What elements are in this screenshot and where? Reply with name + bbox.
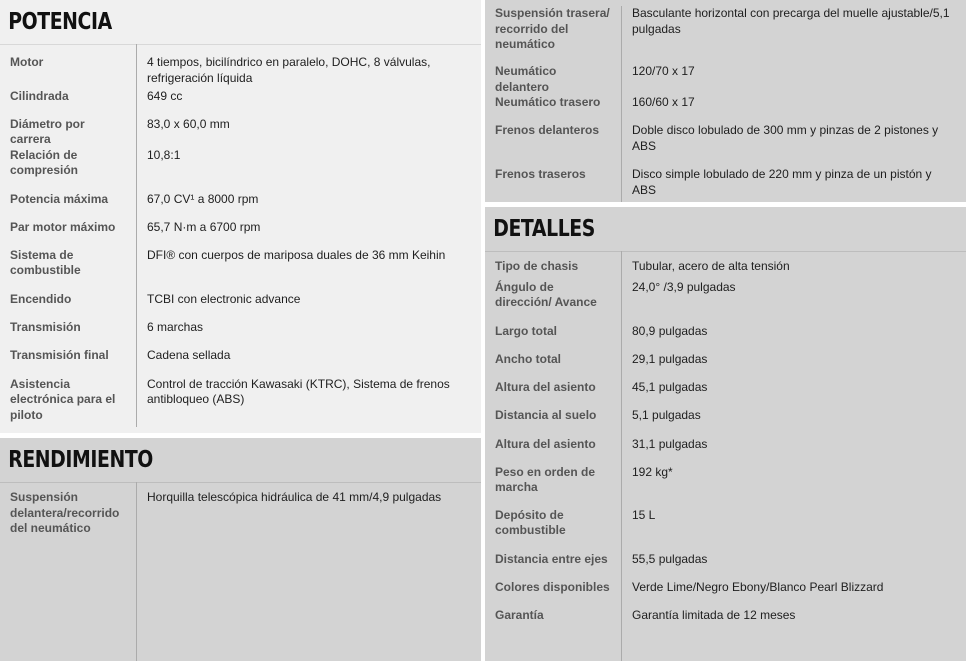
spec-label: Colores disponibles: [485, 580, 622, 608]
potencia-panel: [0, 0, 481, 433]
spec-value: Horquilla telescópica hidráulica de 41 mm/4,9 pulgadas: [147, 490, 442, 504]
spec-row: [485, 64, 966, 95]
spec-value: Doble disco lobulado de 300 mm y pinzas de 2 pistones y ABS: [632, 123, 939, 153]
spec-label: Depósito de combustible: [485, 508, 622, 552]
rendimiento-continued-spec-table: [485, 6, 966, 202]
spec-value: Control de tracción Kawasaki (KTRC), Sistema de frenos antibloqueo (ABS): [147, 376, 450, 406]
section-title-potencia: POTENCIA: [8, 9, 112, 35]
spec-row: [0, 192, 481, 220]
spec-row: [0, 320, 481, 348]
spec-row: [485, 324, 966, 352]
spec-label: Ángulo de dirección/ Avance: [485, 280, 622, 324]
spec-value: 31,1 pulgadas: [632, 436, 708, 451]
spec-value: Basculante horizontal con precarga del muelle ajustable/5,1 pulgadas: [632, 6, 950, 36]
spec-value: 55,5 pulgadas: [632, 551, 708, 566]
spec-value: 83,0 x 60,0 mm: [147, 116, 230, 131]
spec-row: [485, 465, 966, 508]
spec-value: TCBI con electronic advance: [147, 291, 301, 306]
spec-value: Tubular, acero de alta tensión: [632, 259, 790, 273]
rendimiento-spec-table: [0, 482, 481, 543]
column-divider: [621, 252, 622, 661]
spec-value: 65,7 N·m a 6700 rpm: [147, 219, 261, 234]
spec-label: Par motor máximo: [0, 220, 137, 248]
spec-label: Suspensión delantera/recorrido del neumático: [0, 483, 137, 543]
spec-row: [0, 117, 481, 148]
spec-label: Tipo de chasis: [485, 252, 622, 280]
spec-row: [485, 167, 966, 202]
spec-row: [0, 292, 481, 320]
spec-label: Asistencia electrónica para el piloto: [0, 377, 137, 427]
spec-row: [0, 148, 481, 192]
spec-row: [0, 248, 481, 292]
spec-row: [485, 352, 966, 380]
spec-value: Cadena sellada: [147, 347, 231, 362]
spec-label: Motor: [0, 45, 137, 89]
spec-label: Transmisión: [0, 320, 137, 348]
spec-row: [485, 280, 966, 324]
spec-row: [0, 348, 481, 377]
spec-label: Diámetro por carrera: [0, 117, 137, 148]
column-divider: [136, 483, 137, 661]
spec-row: [485, 437, 966, 465]
spec-label: Suspensión trasera/ recorrido del neumático: [485, 6, 622, 64]
spec-label: Transmisión final: [0, 348, 137, 377]
spec-label: Neumático trasero: [485, 95, 622, 123]
spec-value: 29,1 pulgadas: [632, 351, 708, 366]
spec-row: [0, 45, 481, 89]
spec-row: [0, 377, 481, 427]
spec-label: Peso en orden de marcha: [485, 465, 622, 508]
spec-row: [485, 608, 966, 636]
spec-value: 67,0 CV¹ a 8000 rpm: [147, 191, 259, 206]
detalles-spec-table: [485, 251, 966, 636]
spec-row: [0, 483, 481, 543]
spec-label: Potencia máxima: [0, 192, 137, 220]
section-title-rendimiento: RENDIMIENTO: [8, 447, 153, 473]
spec-row: [0, 220, 481, 248]
spec-label: Neumático delantero: [485, 64, 622, 95]
spec-row: [485, 123, 966, 167]
spec-label: Sistema de combustible: [0, 248, 137, 292]
spec-label: Garantía: [485, 608, 622, 636]
spec-label: Distancia entre ejes: [485, 552, 622, 580]
spec-row: [485, 380, 966, 408]
spec-value: 24,0° /3,9 pulgadas: [632, 279, 736, 294]
detalles-panel: [485, 207, 966, 661]
spec-row: [485, 252, 966, 280]
spec-value: 10,8:1: [147, 147, 181, 162]
spec-value: 5,1 pulgadas: [632, 407, 701, 422]
spec-value: 120/70 x 17: [632, 64, 695, 78]
spec-row: [0, 89, 481, 117]
spec-label: Relación de compresión: [0, 148, 137, 192]
spec-label: Cilindrada: [0, 89, 137, 117]
spec-value: Disco simple lobulado de 220 mm y pinza de un pistón y ABS: [632, 167, 932, 197]
spec-value: Verde Lime/Negro Ebony/Blanco Pearl Blizzard: [632, 579, 884, 594]
spec-value: 45,1 pulgadas: [632, 379, 708, 394]
section-title-detalles: DETALLES: [493, 216, 595, 242]
spec-value: 160/60 x 17: [632, 95, 695, 109]
potencia-spec-table: [0, 44, 481, 427]
spec-value: 192 kg*: [632, 464, 673, 479]
spec-value: 4 tiempos, bicilíndrico en paralelo, DOHC, 8 válvulas, refrigeración líquida: [147, 55, 431, 85]
spec-row: [485, 408, 966, 437]
rendimiento-panel: [0, 438, 481, 661]
spec-label: Largo total: [485, 324, 622, 352]
spec-row: [485, 508, 966, 552]
spec-value: 6 marchas: [147, 319, 204, 334]
spec-row: [485, 552, 966, 580]
spec-value: 649 cc: [147, 88, 183, 103]
spec-label: Frenos traseros: [485, 167, 622, 202]
spec-value: DFI® con cuerpos de mariposa duales de 36 mm Keihin: [147, 247, 446, 262]
spec-label: Ancho total: [485, 352, 622, 380]
rendimiento-continued-panel: [485, 0, 966, 202]
spec-label: Encendido: [0, 292, 137, 320]
spec-row: [485, 95, 966, 123]
spec-row: [485, 6, 966, 64]
spec-value: 15 L: [632, 507, 656, 522]
spec-value: 80,9 pulgadas: [632, 323, 708, 338]
spec-row: [485, 580, 966, 608]
spec-label: Distancia al suelo: [485, 408, 622, 437]
spec-value: Garantía limitada de 12 meses: [632, 607, 796, 622]
spec-label: Frenos delanteros: [485, 123, 622, 167]
spec-label: Altura del asiento: [485, 437, 622, 465]
spec-label: Altura del asiento: [485, 380, 622, 408]
